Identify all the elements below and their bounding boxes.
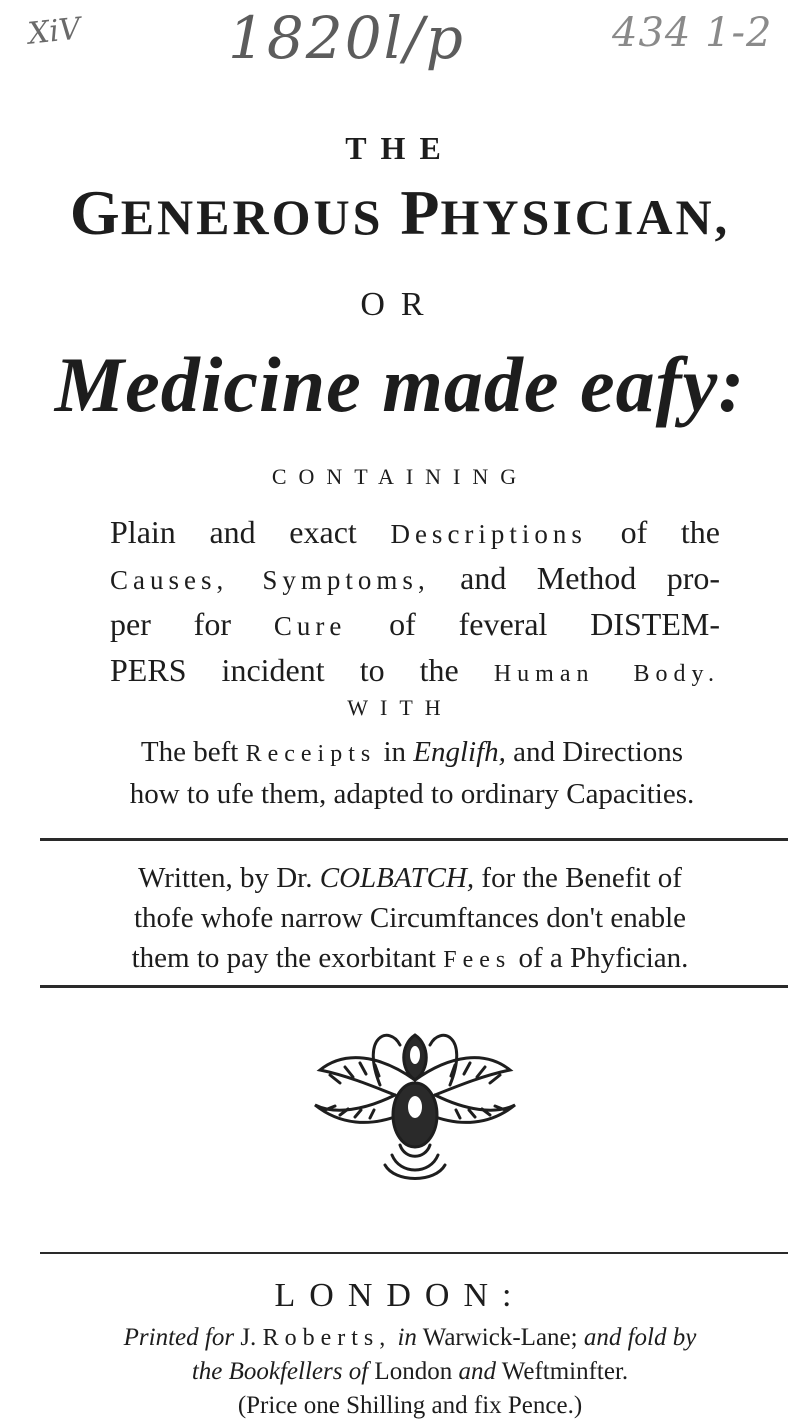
title-the: THE [345, 130, 455, 166]
author-line-2: thofe whofe narrow Circumftances don't enable [134, 902, 686, 934]
rule-bottom [40, 1252, 788, 1254]
receipts-line-1: The beft Receipts in Englifh, and Directions [140, 736, 684, 768]
price-line: (Price one Shilling and fix Pence.) [237, 1392, 583, 1419]
imprint-paragraph [60, 1321, 760, 1423]
handwritten-note-right: 434 1-2 [612, 10, 773, 56]
main-title-physician: HYSICIAN, [440, 189, 731, 245]
description-line-1: Plain and exact Descriptions of the [110, 514, 720, 550]
main-title-g: G [69, 177, 121, 248]
rule-middle [40, 985, 788, 988]
receipts-paragraph [100, 732, 724, 814]
subtitle: Medicine made eafy: [54, 341, 746, 428]
handwritten-note-left: XiV [26, 11, 83, 52]
rule-top [40, 838, 788, 841]
imprint-line-2: the Bookfellers of London and Weftminfter. [191, 1358, 629, 1385]
receipts-line-2: how to ufe them, adapted to ordinary Capacities. [129, 778, 695, 810]
author-line-3: them to pay the exorbitant Fees of a Phyfician. [131, 942, 689, 974]
floral-ornament-icon [300, 1015, 530, 1185]
description-paragraph [110, 510, 720, 696]
description-line-4: PERS incident to the Human Body. [110, 652, 720, 688]
main-title-generous: ENEROUS [120, 189, 384, 245]
with-label: WITH [347, 695, 453, 720]
description-line-3: per for Cure of feveral DISTEM- [110, 606, 721, 642]
imprint-city: LONDON: [274, 1277, 526, 1314]
description-line-2: Causes, Symptoms, and Method pro- [110, 560, 721, 596]
main-title-p: P [400, 177, 441, 248]
imprint-line-1: Printed for J. Roberts, in Warwick-Lane; and fold by [123, 1324, 697, 1351]
title-or: OR [360, 286, 440, 323]
main-title [0, 176, 800, 250]
containing-label: CONTAINING [271, 464, 529, 489]
author-line-1: Written, by Dr. COLBATCH, for the Benefit of [138, 862, 682, 894]
handwritten-shelfmark: 1820l/p [228, 4, 465, 72]
author-paragraph [70, 858, 750, 980]
